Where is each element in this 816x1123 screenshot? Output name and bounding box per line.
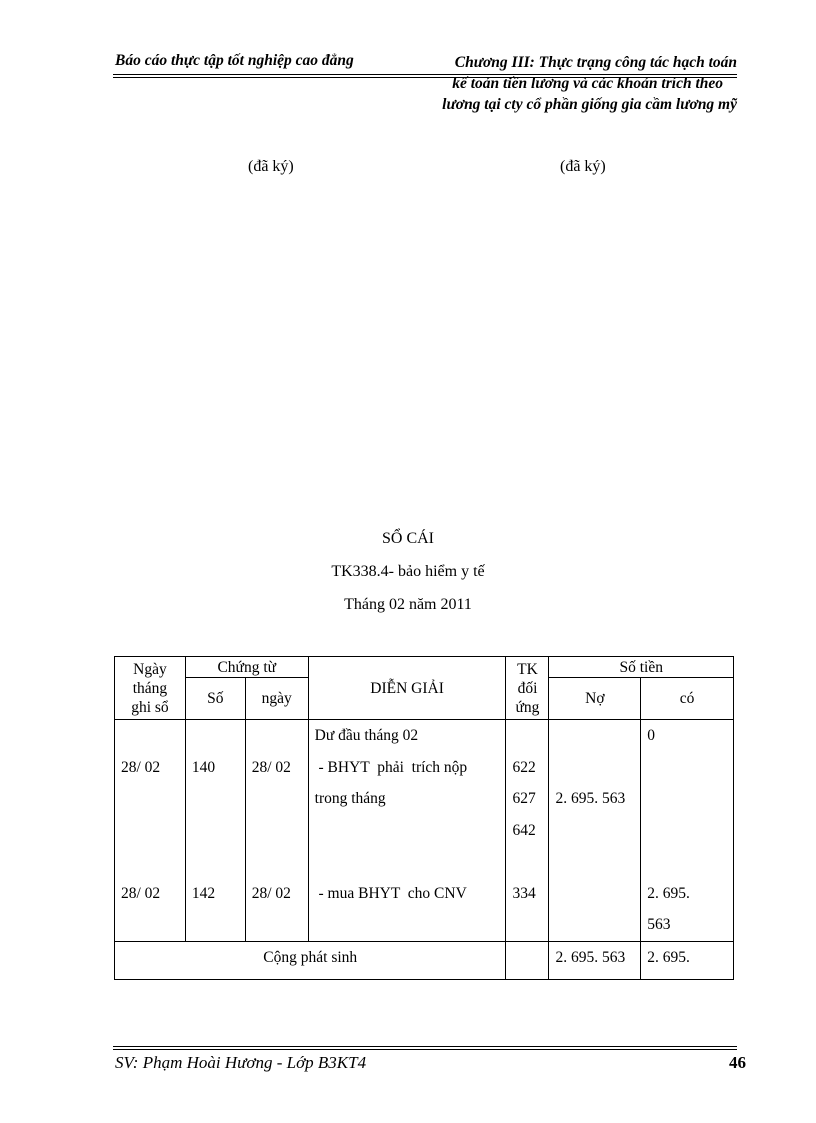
opening-balance-credit: 0 [647, 727, 655, 744]
header-amount: Số tiền [549, 657, 734, 678]
header-chapter-line-3: lương tại cty cổ phần giống gia cầm lương mỹ [442, 96, 737, 113]
header-voucher: Chứng từ [185, 657, 308, 678]
row-voucher-date: 28/ 02 [251, 758, 291, 776]
signature-left: (đã ký) [248, 158, 294, 175]
row-date: 28/ 02 [121, 884, 161, 902]
header-credit: có [641, 678, 734, 720]
header-voucher-no: Số [185, 678, 245, 720]
row-account: 334 [512, 884, 536, 902]
row-account: 622 [512, 758, 536, 776]
row-voucher-date-cell [245, 720, 308, 942]
header-report-title: Báo cáo thực tập tốt nghiệp cao đẳng [115, 52, 354, 69]
row-date-cell [115, 720, 186, 942]
header-date: Ngày tháng ghi sổ [115, 657, 186, 720]
row-description: - BHYT phải trích nộp [314, 758, 468, 776]
header-voucher-date: ngày [245, 678, 308, 720]
ledger-period: Tháng 02 năm 2011 [344, 596, 472, 613]
row-voucher-no: 142 [191, 884, 216, 902]
header-rule-double [113, 77, 737, 78]
header-chapter-title [405, 52, 737, 115]
row-credit-cell [641, 720, 734, 942]
row-description-cont: trong tháng [314, 790, 386, 807]
ledger-title: SỔ CÁI [381, 530, 434, 547]
general-ledger-table [114, 656, 734, 980]
footer-rule [113, 1046, 737, 1047]
row-description-cell [308, 720, 506, 942]
header-debit: Nợ [549, 678, 641, 720]
row-date: 28/ 02 [121, 758, 161, 776]
total-label: Cộng phát sinh [115, 941, 506, 979]
row-debit: 2. 695. 563 [555, 790, 626, 807]
header-description: DIỄN GIẢI [308, 657, 506, 720]
total-row [115, 941, 734, 979]
ledger-account: TK338.4- bảo hiểm y tế [331, 563, 485, 580]
signature-right: (đã ký) [560, 158, 606, 175]
table-row [115, 720, 734, 942]
row-voucher-no: 140 [191, 758, 216, 776]
row-account-cell [506, 720, 549, 942]
footer-student: SV: Phạm Hoài Hương - Lớp B3KT4 [115, 1053, 367, 1072]
header-account: TK đối ứng [506, 657, 549, 720]
total-credit: 2. 695. [641, 941, 734, 979]
row-account: 642 [512, 821, 536, 839]
footer-rule-double [113, 1049, 737, 1050]
row-debit-cell [549, 720, 641, 942]
row-credit-cont: 563 [647, 916, 671, 933]
page-number: 46 [729, 1053, 746, 1072]
row-account: 627 [512, 790, 536, 807]
header-rule [113, 74, 737, 75]
total-account [506, 941, 549, 979]
row-description: - mua BHYT cho CNV [314, 884, 467, 902]
header-chapter-line-2: kế toán tiền lương và các khoản trích theo [452, 75, 723, 92]
row-credit: 2. 695. [647, 884, 690, 902]
total-debit: 2. 695. 563 [549, 941, 641, 979]
opening-balance-label: Dư đầu tháng 02 [314, 727, 419, 744]
row-voucher-date: 28/ 02 [251, 884, 291, 902]
header-chapter-line-1: Chương III: Thực trạng công tác hạch toán [454, 54, 737, 71]
row-voucher-no-cell [185, 720, 245, 942]
